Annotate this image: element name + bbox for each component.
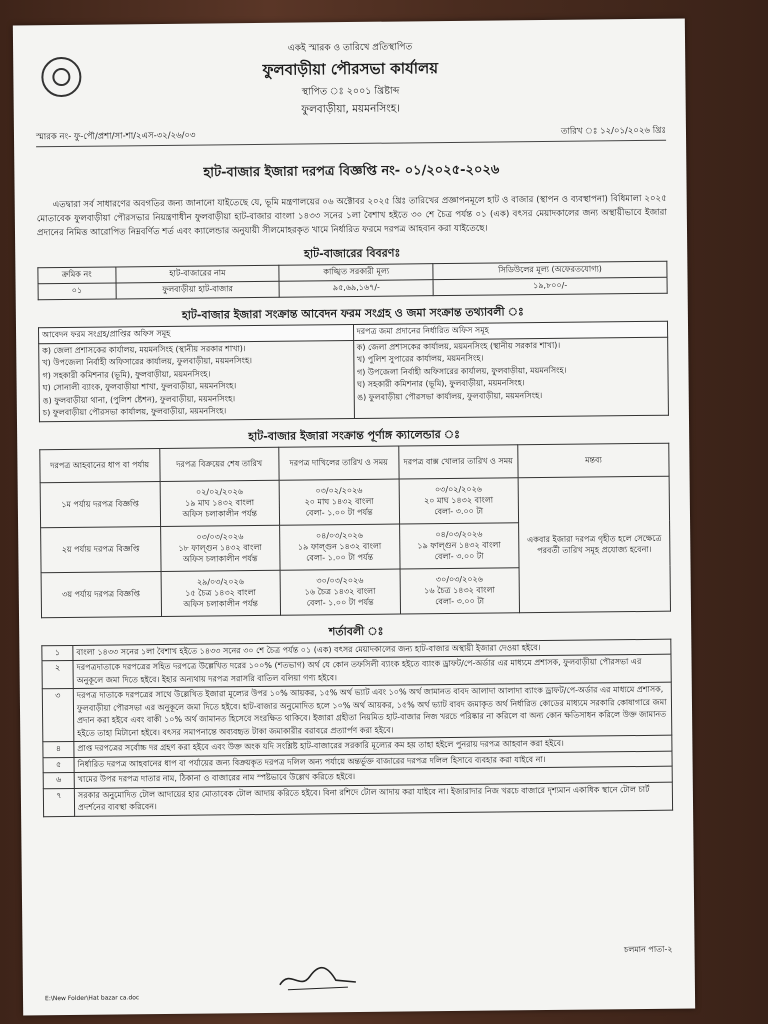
list-item: খ) উপজেলা নির্বাহী অফিসারের কার্যালয়, ফুলবাড়ীয়া, ময়মনসিংহ। [42,356,253,368]
list-item: ঙ) ফুলবাড়ীয়া পৌরসভা কার্যালয়, ফুলবাড়ীয়া, ময়মনসিংহ। [357,390,543,402]
calendar-col-submit: দরপত্র দাখিলের তারিখ ও সময় [279,446,399,480]
reference-row [36,124,666,148]
conditions-heading: শর্তাবলী ঃ [328,624,384,638]
office-name: ফুলবাড়ীয়া পৌরসভা কার্যালয় [262,59,439,79]
sale-cell: ০৩/০৩/২০২৬ ১৮ ফাল্গুন ১৪৩২ বাংলা অফিস চলাকালীন পর্যন্ত [160,525,280,571]
calendar-heading: হাট-বাজার ইজারা সংক্রান্ত পূর্ণাঙ্গ ক্যালেন্ডার ঃ [248,427,461,443]
document-page [13,19,695,1016]
stage-cell: ৩য় পর্যায় দরপত্র বিজ্ঞপ্তি [41,571,161,617]
calendar-col-stage: দরপত্র আহবানের ধাপ বা পর্যায় [40,448,160,482]
list-item: ক) জেলা প্রশাসকের কার্যালয়, ময়মনসিংহ (স্থানীয় সরকার শাখা)। [356,340,561,352]
details-cell: ফুলবাড়ীয়া হাট-বাজার [116,281,280,299]
details-col-name: হাট-বাজারের নাম [116,265,280,283]
continue-note: চলমান পাতা-২ [623,944,673,955]
replacement-note: একই স্মারক ও তারিখে প্রতিস্থাপিত [287,42,413,54]
calendar-table [39,442,671,618]
table-row: ৪ প্রাপ্ত দরপত্রের সর্বোচ্চ দর গ্রহণ করা হইবে এবং উক্ত অংক যদি সংশ্লিষ্ট হাট-বাজারের সরকারি মূল্যের কম হয় তাহা হইলে পুনরায় দরপত্র আহবান করা হইবে। [43,735,672,757]
conditions-table [41,638,673,817]
stage-cell: ২য় পর্যায় দরপত্র বিজ্ঞপ্তি [41,526,161,572]
application-table [38,321,669,422]
condition-text: প্রাপ্ত দরপত্রের সর্বোচ্চ দর গ্রহণ করা হইবে এবং উক্ত অংক যদি সংশ্লিষ্ট হাট-বাজারের সরকারি মূল্যের কম হয় তাহা হইলে পুনরায় দরপত্র আহবান করা হইবে। [74,735,672,757]
table-row: ২ দরপত্রদাতাকে দরপত্রের সহিত দরপত্রে উল্লেখিত দরের ১০০% (শতভাগ) অর্থ যে কোন তফসিলী ব্যাংক হইতে ব্যাংক ড্রাফট/পে-অর্ডার এর মাধ্যমে প্রশাসক, ফুলবাড়ীয়া পৌরসভা এর অনুকূলে জমা দিতে হইবে। ইহার অন্যথায় দরপত্র সরাসরি বাতিল বলিয়া গণ্য হইবে। [42,654,671,689]
condition-text: নির্ধারিত দরপত্র আহবানের ধাপ বা পর্যায়ের জন্য বিক্রয়কৃত দরপত্র দলিল অন্য পর্যায়ে অন্তর্ভূক্ত বাজারের দরপত্র দলিল হিসাবে ব্যবহার করা যাইবে না। [74,751,672,773]
table-row: ৫ নির্ধারিত দরপত্র আহবানের ধাপ বা পর্যায়ের জন্য বিক্রয়কৃত দরপত্র দলিল অন্য পর্যায়ে অন্তর্ভূক্ত বাজারের দরপত্র দলিল হিসাবে ব্যবহার করা যাইবে না। [43,751,672,773]
submit-cell: ০৪/০৩/২০২৬ ১৯ ফাল্গুন ১৪৩২ বাংলা বেলা- ১.০০ টা পর্যন্ত [280,524,400,570]
list-item: ক) জেলা প্রশাসকের কার্যালয়, ময়মনসিংহ (স্থানীয় সরকার শাখা)। [42,343,246,355]
sale-cell: ০২/০২/২০২৬ ১৯ মাঘ ১৪৩২ বাংলা অফিস চলাকালীন পর্যন্ত [160,480,280,526]
table-row: ৬ খামের উপর দরপত্র দাতার নাম, ঠিকানা ও বাজারের নাম স্পষ্টভাবে উল্লেখ করিতে হইবে। [43,766,672,788]
memo-date: তারিখ ঃ ১২/০১/২০২৬ খ্রিঃ [560,125,667,137]
calendar-col-open: দরপত্র বাক্স খোলার তারিখ ও সময় [398,444,518,478]
list-item: গ) উপজেলা নির্বাহী অফিসারের কার্যালয়, ফুলবাড়ীয়া, ময়মনসিংহ। [356,365,567,377]
submission-offices [353,337,668,418]
signature-icon [278,962,358,993]
list-item: চ) ফুলবাড়ীয়া পৌরসভা কার্যালয়, ফুলবাড়ীয়া, ময়মনসিংহ। [42,406,227,418]
condition-text: বাংলা ১৪৩৩ সনের ১লা বৈশাখ হইতে ১৪৩৩ সনের ৩০ শে চৈত্র পর্যন্ত ০১ (এক) বৎসর মেয়াদকালের জন্য হাট-বাজার অস্থায়ী ইজারা দেওয়া হইবে। [73,639,671,661]
list-item: ঘ) সোনালী ব্যাংক, ফুলবাড়ীয়া শাখা, ফুলবাড়ীয়া, ময়মনসিংহ। [42,381,237,393]
sale-cell: ২৯/০৩/২০২৬ ১৫ চৈত্র ১৪৩২ বাংলা অফিস চলাকালীন পর্যন্ত [161,570,281,616]
office-location: ফুলবাড়ীয়া, ময়মনসিংহ। [301,102,401,116]
condition-text: খামের উপর দরপত্র দাতার নাম, ঠিকানা ও বাজারের নাম স্পষ্টভাবে উল্লেখ করিতে হইবে। [74,766,672,788]
condition-text: দরপত্র দাতাকে দরপত্রের সাথে উল্লেখিত ইজারা মূল্যের উপর ১০% আয়কর, ১৫% অর্থ ভ্যাট এবং ১০% অর্থ জামানত বাবদ আলাদা আলাদা ব্যাংক ড্রাফট/পে-অর্ডার এর মাধ্যমে প্রশাসক, ফুলবাড়ীয়া পৌরসভা এর অনুকূলে জমা দিতে হইবে। হাট-বাজার অনুমোদিত হলে ১০% অর্থ আয়কর, ১৫% অর্থ ভ্যাট বাবদ জমাকৃত অর্থ নির্ধারিত কোডের মাধ্যমে সরকারি কোষাগারে জমা প্রদান করা হইবে এবং বাকী ১০% অর্থ জামানত হিসেবে সংরক্ষিত থাকিবে। ইজারা গ্রহীতা নিয়মিত হাট-বাজার নিজ খরচে পরিষ্কার না করিলে বা অন্য কোন ক্ষতিসাধন করিলে উক্ত জামানত হইতে তাহা মিটানো হইবে। বৎসর সমাপনান্তে অব্যবহৃত টাকা জমাকারীর বরাবরে প্রত্যার্পণ করা হইবে। [73,682,672,741]
condition-text: সরকার অনুমোদিত টোল আদায়ের হার মোতাবেক টোল আদায় করিতে হইবে। বিনা রশিদে টোল আদায় করা যাইবে না। ইজারাদার নিজ খরচে বাজারে দৃশ্যমান একাধিক স্থানে টোল চার্ট প্রদর্শনের ব্যবস্থা করিবেন। [74,782,672,816]
notice-title: হাট-বাজার ইজারা দরপত্র বিজ্ঞপ্তি নং- ০১/২০২৫-২০২৬ [203,162,500,181]
memo-number: স্মারক নং- ফু-পৌ/প্রশা/সা-শা/২এস-৩২/২৬/০৩ [35,130,196,143]
intro-paragraph: এতদ্বারা সর্ব সাধারণের অবগতির জন্য জানানো যাইতেছে যে, ভূমি মন্ত্রণালয়ের ০৬ অক্টোবর ২০২৫ খ্রিঃ তারিখের প্রজ্ঞাপনমূলে হাট ও বাজার (স্থাপন ও ব্যবস্থাপনা) বিধিমালা ২০২৫ মোতাবেক ফুলবাড়ীয়া পৌরসভার নিয়ন্ত্রণাধীন ফুলবাড়ীয়া হাট-বাজার বাংলা ১৪৩৩ সনের ১লা বৈশাখ হইতে ৩০ শে চৈত্র পর্যন্ত ০১ (এক) বৎসর মেয়াদকালের জন্য অস্থায়ীভাবে ইজারা প্রদানের নিমিত্ত আরোপিত নিম্নবর্ণিত শর্ত এবং ক্যালেন্ডার অনুযায়ী সীলমোহরকৃত খামে নির্ধারিত ফরমে দরপত্র আহবান করা যাইতেছে। [36,193,667,239]
document-body [35,31,673,817]
details-cell: ৯৫,৬৯,১৬৭/- [279,280,433,298]
table-row: ১ বাংলা ১৪৩৩ সনের ১লা বৈশাখ হইতে ১৪৩৩ সনের ৩০ শে চৈত্র পর্যন্ত ০১ (এক) বৎসর মেয়াদকালের জন্য হাট-বাজার অস্থায়ী ইজারা দেওয়া হইবে। [42,639,671,661]
list-item: ঙ) ফুলবাড়ীয়া থানা, (পুলিশ ষ্টেশন), ফুলবাড়ীয়া, ময়মনসিংহ। [42,393,236,405]
submit-cell: ৩০/০৩/২০২৬ ১৬ চৈত্র ১৪৩২ বাংলা বেলা- ১.০০ টা পর্যন্ত [280,569,400,615]
table-row [40,476,669,528]
application-heading: হাট-বাজার ইজারা সংক্রান্ত আবেদন ফরম সংগ্রহ ও জমা সংক্রান্ত তথ্যাবলী ঃ [181,305,524,322]
details-table [37,261,667,301]
application-left-header: আবেদন ফরম সংগ্রহ/প্রাপ্তির অফিস সমূহ [39,325,354,344]
table-row: ৩ দরপত্র দাতাকে দরপত্রের সাথে উল্লেখিত ইজারা মূল্যের উপর ১০% আয়কর, ১৫% অর্থ ভ্যাট এবং ১০% অর্থ জামানত বাবদ আলাদা আলাদা ব্যাংক ড্রাফট/পে-অর্ডার এর মাধ্যমে প্রশাসক, ফুলবাড়ীয়া পৌরসভা এর অনুকূলে জমা দিতে হইবে। হাট-বাজার অনুমোদিত হলে ১০% অর্থ আয়কর, ১৫% অর্থ ভ্যাট বাবদ জমাকৃত অর্থ নির্ধারিত কোডের মাধ্যমে সরকারি কোষাগারে জমা প্রদান করা হইবে এবং বাকী ১০% অর্থ জামানত হিসেবে সংরক্ষিত থাকিবে। ইজারা গ্রহীতা নিয়মিত হাট-বাজার নিজ খরচে পরিষ্কার না করিলে বা অন্য কোন ক্ষতিসাধন করিলে উক্ত জামানত হইতে তাহা মিটানো হইবে। বৎসর সমাপনান্তে অব্যবহৃত টাকা জমাকারীর বরাবরে প্রত্যার্পণ করা হইবে। [42,682,672,742]
open-cell: ০৩/০২/২০২৬ ২০ মাঘ ১৪৩২ বাংলা বেলা- ৩.০০ টা [399,477,519,523]
list-item: ঘ) সহকারী কমিশনার (ভূমি), ফুলবাড়ীয়া, ময়মনসিংহ। [357,378,525,389]
submit-cell: ০৩/০২/২০২৬ ২০ মাঘ ১৪৩২ বাংলা বেলা- ১.০০ টা পর্যন্ত [279,479,399,525]
table-row: ৭ সরকার অনুমোদিত টোল আদায়ের হার মোতাবেক টোল আদায় করিতে হইবে। বিনা রশিদে টোল আদায় করা যাইবে না। ইজারাদার নিজ খরচে বাজারে দৃশ্যমান একাধিক স্থানে টোল চার্ট প্রদর্শনের ব্যবস্থা করিবেন। [43,782,672,817]
collection-offices [39,340,354,421]
file-path: E:\New Folder\Hat bazar ca.doc [44,994,140,1003]
established-line: স্থাপিত ঃ ২০০১ খ্রিষ্টাব্দ [301,85,400,98]
details-col-schedule-price: সিডিউলের মূল্য (অফেরতযোগ্য) [433,261,667,279]
remark-cell: একবার ইজারা দরপত্র গৃহীত হলে সেক্ষেত্রে পরবর্তী তারিখ সমূহ প্রযোজ্য হবেনা। [518,476,670,613]
details-heading: হাট-বাজারের বিবরণঃ [304,246,401,261]
open-cell: ০৪/০৩/২০২৬ ১৯ ফাল্গুন ১৪৩২ বাংলা বেলা- ৩.০০ টা [399,522,519,568]
list-item: গ) সহকারী কমিশনার (ভূমি), ফুলবাড়ীয়া, ময়মনসিংহ। [42,368,211,380]
details-cell: ০১ [38,283,116,300]
condition-text: দরপত্রদাতাকে দরপত্রের সহিত দরপত্রে উল্লেখিত দরের ১০০% (শতভাগ) অর্থ যে কোন তফসিলী ব্যাংক হইতে ব্যাংক ড্রাফট/পে-অর্ডার এর মাধ্যমে প্রশাসক, ফুলবাড়ীয়া পৌরসভা এর অনুকূলে জমা দিতে হইবে। ইহার অন্যথায় দরপত্র সরাসরি বাতিল বলিয়া গণ্য হইবে। [73,654,671,688]
details-cell: ১৯,৮০০/- [433,277,667,295]
application-right-header: দরপত্র জমা প্রদানের নির্ধারিত অফিস সমূহ [353,321,668,340]
details-col-govt-price: কাঙ্খিত সরকারী মূল্য [279,264,433,282]
calendar-col-sale: দরপত্র বিক্রয়ের শেষ তারিখ [159,447,279,481]
calendar-col-remark: মন্তব্য [518,443,669,478]
list-item: খ) পুলিশ সুপারের কার্যালয়, ময়মনসিংহ। [356,353,484,364]
stage-cell: ১ম পর্যায় দরপত্র বিজ্ঞপ্তি [40,481,160,527]
details-col-serial: ক্রমিক নং [38,267,116,284]
open-cell: ৩০/০৩/২০২৬ ১৬ চৈত্র ১৪৩২ বাংলা বেলা- ৩.০০ টা [400,567,520,613]
